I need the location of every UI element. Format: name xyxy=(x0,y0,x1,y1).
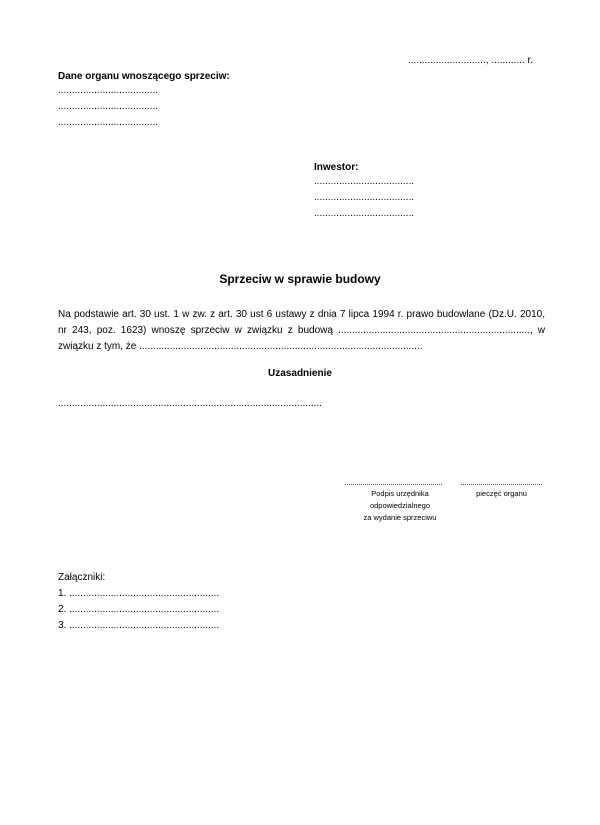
investor-heading: Inwestor: xyxy=(314,162,359,173)
organ-line: .................................... xyxy=(58,117,159,128)
caption-line: za wydanie sprzeciwu xyxy=(363,513,437,522)
attachments-list xyxy=(58,588,219,636)
date-place-line: ............................, ............ r. xyxy=(408,55,534,66)
caption-line: odpowiedzialnego xyxy=(369,501,431,510)
investor-line: .................................... xyxy=(314,192,415,203)
document-title: Sprzeciw w sprawie budowy xyxy=(219,272,381,286)
investor-line: .................................... xyxy=(314,208,415,219)
stamp-caption: pieczęć organu xyxy=(476,489,527,498)
attachment-item: 1. ...................................................... xyxy=(58,588,220,599)
investor-details xyxy=(314,176,414,224)
justification-line: ............................................................................................... xyxy=(58,398,322,409)
body-paragraph xyxy=(58,307,545,355)
investor-line: .................................... xyxy=(314,176,415,187)
attachment-item: 2. ...................................................... xyxy=(58,604,220,615)
official-signature-line xyxy=(345,484,442,485)
paragraph-line: Na podstawie art. 30 ust. 1 w zw. z art. 30 ust 6 ustawy z dnia 7 lipca 1994 r. prawo budowlane (Dz.U. 2010, xyxy=(58,309,545,320)
justification-heading: Uzasadnienie xyxy=(268,368,332,379)
organ-line: .................................... xyxy=(58,101,159,112)
paragraph-line: nr 243, poz. 1623) wnoszę sprzeciw w związku z budową ....................................................................., w xyxy=(58,325,545,336)
organ-details xyxy=(58,85,158,133)
paragraph-line: związku z tym, że ...................................................................................................... xyxy=(58,341,423,352)
attachments-heading: Załączniki: xyxy=(58,572,106,583)
organ-line: .................................... xyxy=(58,85,159,96)
stamp-line xyxy=(461,484,542,485)
organ-heading: Dane organu wnoszącego sprzeciw: xyxy=(58,71,230,82)
caption-line: Podpis urzędnika xyxy=(371,489,429,498)
attachment-item: 3. ...................................................... xyxy=(58,620,220,631)
official-signature-caption xyxy=(345,488,455,524)
